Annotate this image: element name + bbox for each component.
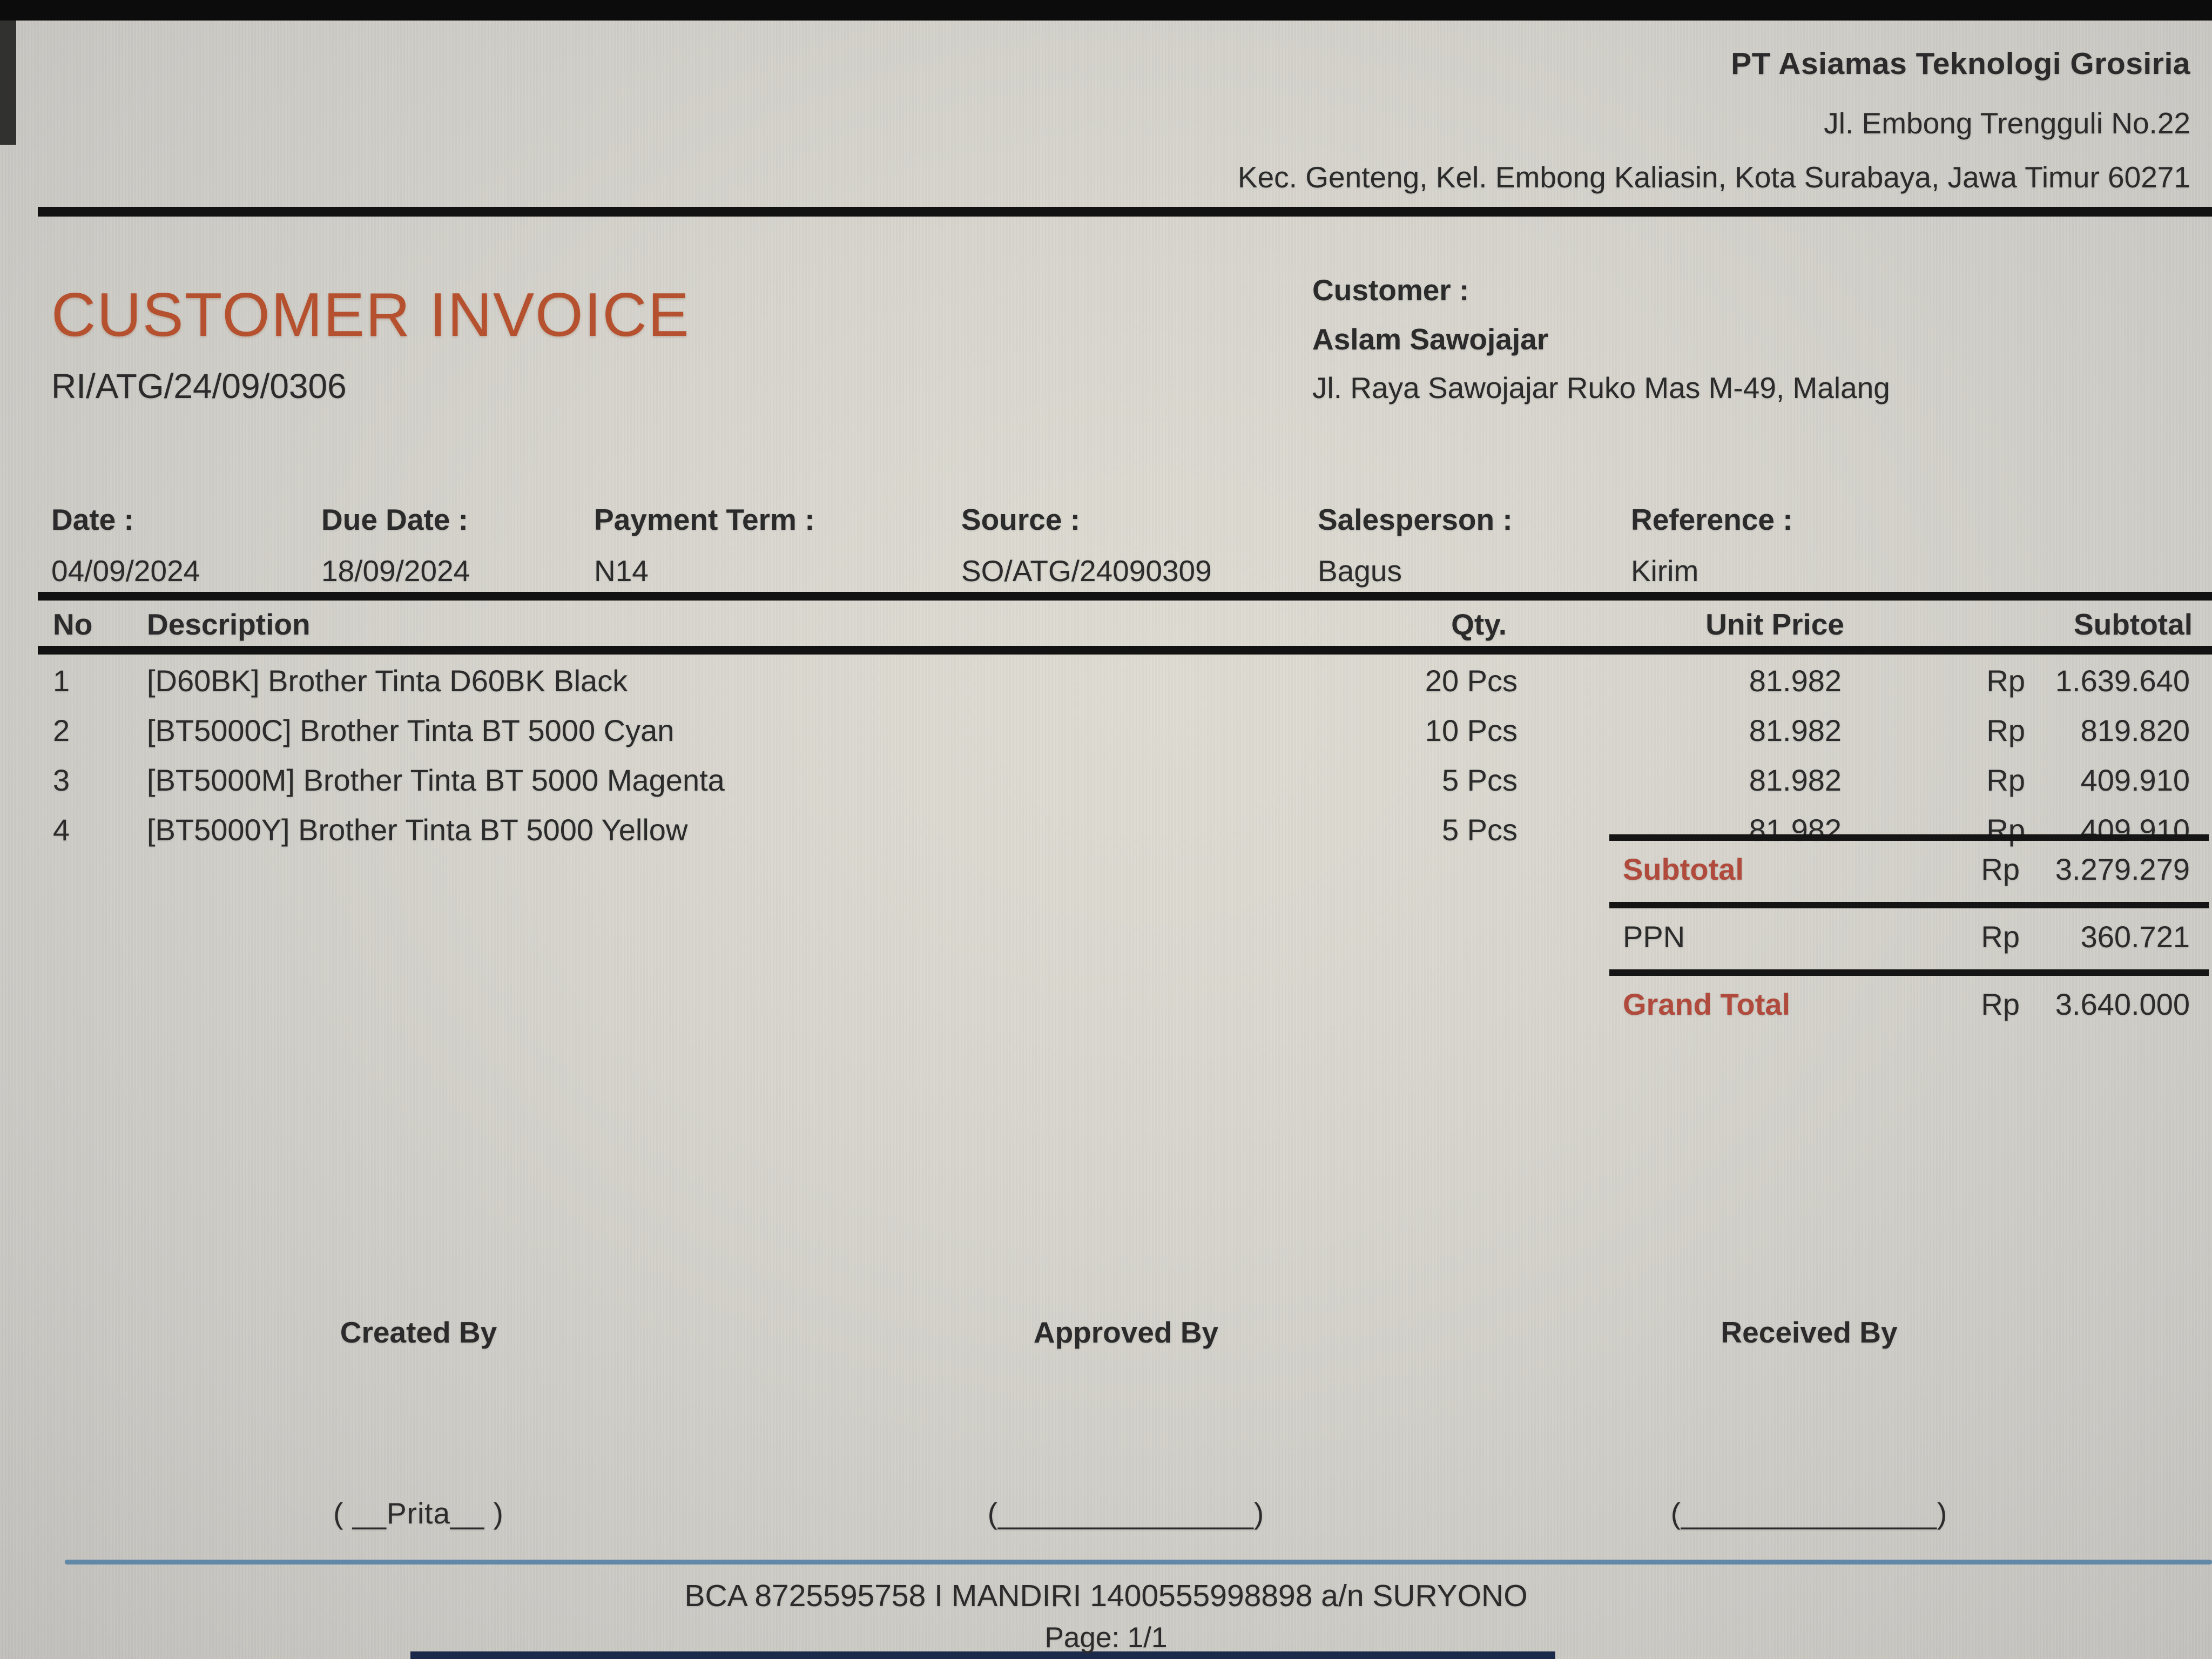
table-row [0, 663, 2212, 706]
bank-account-info: BCA 8725595758 I MANDIRI 1400555998898 a/n SURYONO [684, 1579, 1528, 1613]
row-unit-price: 81.982 [1749, 664, 1842, 698]
reference-value: Kirim [1631, 554, 1699, 588]
payment-term-value: N14 [594, 554, 649, 588]
payment-term-label: Payment Term : [594, 503, 815, 536]
footer-divider [65, 1560, 2212, 1564]
row-description: [BT5000Y] Brother Tinta BT 5000 Yellow [147, 813, 688, 847]
row-qty: 10 Pcs [1425, 713, 1518, 747]
column-header-unit-price: Unit Price [1705, 608, 1844, 641]
due-date-label: Due Date : [321, 503, 468, 536]
row-currency: Rp [1986, 813, 2025, 847]
table-top-divider [38, 592, 2212, 601]
created-by-signature-line: ( __Prita__ ) [333, 1496, 504, 1530]
company-address-line1: Jl. Embong Trengguli No.22 [1824, 106, 2190, 140]
row-description: [BT5000C] Brother Tinta BT 5000 Cyan [147, 713, 675, 747]
date-value: 04/09/2024 [51, 554, 200, 588]
grand-total-amount: 3.640.000 [2055, 987, 2190, 1021]
row-number: 1 [53, 664, 70, 698]
row-currency: Rp [1986, 664, 2025, 698]
column-header-description: Description [147, 608, 311, 641]
invoice-number: RI/ATG/24/09/0306 [51, 367, 347, 406]
approved-by-signature-line: (_______________) [987, 1496, 1265, 1530]
ppn-currency: Rp [1981, 920, 2020, 954]
column-header-no: No [53, 608, 93, 641]
salesperson-value: Bagus [1318, 554, 1402, 588]
customer-name: Aslam Sawojajar [1312, 322, 1549, 356]
ppn-label: PPN [1623, 920, 1685, 954]
row-subtotal: 819.820 [2080, 713, 2190, 747]
company-address-line2: Kec. Genteng, Kel. Embong Kaliasin, Kota Surabaya, Jawa Timur 60271 [1237, 160, 2190, 194]
received-by-signature-line: (_______________) [1670, 1496, 1948, 1530]
company-name: PT Asiamas Teknologi Grosiria [1731, 46, 2190, 81]
column-header-subtotal: Subtotal [2074, 608, 2193, 641]
page-number: Page: 1/1 [1044, 1622, 1168, 1654]
grand-total-label: Grand Total [1623, 987, 1791, 1021]
row-currency: Rp [1986, 713, 2025, 747]
subtotal-label: Subtotal [1623, 852, 1744, 886]
subtotal-currency: Rp [1981, 852, 2020, 886]
created-by-label: Created By [340, 1316, 497, 1349]
row-unit-price: 81.982 [1749, 813, 1842, 847]
row-subtotal: 409.910 [2080, 813, 2190, 847]
table-row [0, 763, 2212, 806]
row-qty: 5 Pcs [1441, 813, 1518, 847]
grand-total-row [1609, 969, 2209, 1037]
screen-bezel-top [0, 0, 2212, 21]
row-qty: 5 Pcs [1441, 763, 1518, 797]
row-number: 2 [53, 713, 70, 747]
date-label: Date : [51, 503, 134, 536]
row-subtotal: 1.639.640 [2055, 664, 2190, 698]
column-header-qty: Qty. [1451, 608, 1507, 641]
source-label: Source : [961, 503, 1081, 536]
customer-address: Jl. Raya Sawojajar Ruko Mas M-49, Malang [1312, 371, 1890, 404]
totals-block [1609, 834, 2209, 1037]
table-row [0, 713, 2212, 756]
row-currency: Rp [1986, 763, 2025, 797]
due-date-value: 18/09/2024 [321, 554, 470, 588]
customer-label: Customer : [1312, 273, 1469, 307]
header-divider [38, 207, 2212, 217]
subtotal-amount: 3.279.279 [2055, 852, 2190, 886]
row-number: 3 [53, 763, 70, 797]
received-by-label: Received By [1721, 1316, 1898, 1349]
row-unit-price: 81.982 [1749, 713, 1842, 747]
ppn-amount: 360.721 [2080, 920, 2190, 954]
ppn-row [1609, 902, 2209, 969]
source-value: SO/ATG/24090309 [961, 554, 1212, 588]
row-number: 4 [53, 813, 70, 847]
row-description: [D60BK] Brother Tinta D60BK Black [147, 664, 628, 698]
row-description: [BT5000M] Brother Tinta BT 5000 Magenta [147, 763, 725, 797]
row-unit-price: 81.982 [1749, 763, 1842, 797]
reference-label: Reference : [1631, 503, 1793, 536]
salesperson-label: Salesperson : [1318, 503, 1513, 536]
subtotal-row [1609, 834, 2209, 902]
row-subtotal: 409.910 [2080, 763, 2190, 797]
grand-total-currency: Rp [1981, 987, 2020, 1021]
screen-bezel-left [0, 21, 16, 145]
document-title: CUSTOMER INVOICE [51, 281, 690, 349]
approved-by-label: Approved By [1033, 1316, 1219, 1349]
row-qty: 20 Pcs [1425, 664, 1518, 698]
table-header-divider [38, 646, 2212, 655]
